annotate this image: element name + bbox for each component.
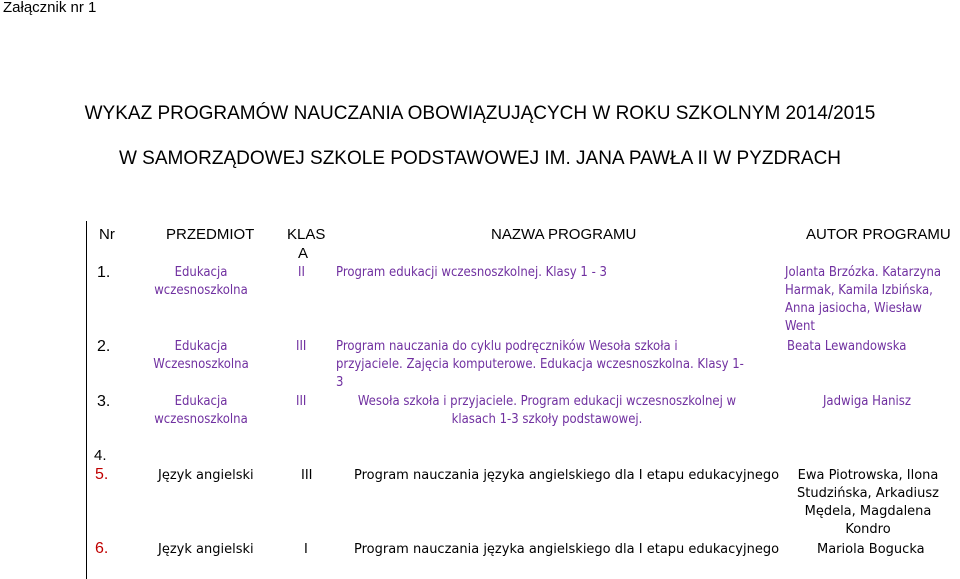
row3-subject: Edukacja wczesnoszkolna	[154, 394, 248, 427]
row6-subject: Język angielski	[158, 542, 254, 557]
row4-nr: 4.	[94, 447, 107, 464]
row2-author: Beata Lewandowska	[787, 339, 907, 354]
row6-nr: 6.	[95, 540, 109, 557]
row3-author: Jadwiga Hanisz	[822, 394, 912, 409]
row3-nr: 3.	[97, 393, 111, 410]
header-author: AUTOR PROGRAMU	[806, 226, 951, 243]
row2-class: III	[296, 339, 307, 354]
row5-subject: Język angielski	[158, 468, 254, 483]
row1-subject: Edukacja wczesnoszkolna	[154, 265, 248, 298]
header-nr: Nr	[99, 226, 115, 243]
row2-program: Program nauczania do cyklu podręczników Wesoła szkoła i przyjaciele. Zajęcia komputerowe. Edukacja wczesnoszkolna. Klasy 1- 3	[336, 339, 744, 390]
header-program: NAZWA PROGRAMU	[491, 226, 637, 243]
document-title-line2: W SAMORZĄDOWEJ SZKOLE PODSTAWOWEJ IM. JANA PAWŁA II W PYZDRACH	[118, 148, 842, 169]
row3-program: Wesoła szkoła i przyjaciele. Program edukacji wczesnoszkolnej w klasach 1-3 szkoły podstawowej.	[357, 394, 737, 427]
row1-author: Jolanta Brzózka. Katarzyna Harmak, Kamila Izbińska, Anna jasiocha, Wiesław Went	[785, 265, 942, 334]
header-klas: KLAS	[287, 226, 326, 243]
row3-class: III	[296, 394, 307, 409]
row6-author: Mariola Bogucka	[817, 542, 925, 557]
row5-class: III	[301, 468, 313, 483]
row6-program: Program nauczania języka angielskiego dla I etapu edukacyjnego	[354, 542, 780, 557]
row1-nr: 1.	[97, 264, 111, 281]
row5-author: Ewa Piotrowska, Ilona Studzińska, Arkadiusz Mędela, Magdalena Kondro	[796, 468, 940, 537]
row5-program: Program nauczania języka angielskiego dla I etapu edukacyjnego	[354, 468, 780, 483]
row1-class: II	[298, 265, 305, 280]
row2-subject: Edukacja Wczesnoszkolna	[153, 339, 249, 372]
row5-nr: 5.	[95, 466, 109, 483]
header-klas-2: A	[298, 245, 309, 262]
row1-program: Program edukacji wczesnoszkolnej. Klasy 1 - 3	[336, 265, 607, 280]
attachment-caption: Załącznik nr 1	[3, 0, 97, 16]
row2-nr: 2.	[97, 338, 111, 355]
header-subject: PRZEDMIOT	[166, 226, 255, 243]
document-title-line1: WYKAZ PROGRAMÓW NAUCZANIA OBOWIĄZUJĄCYCH W ROKU SZKOLNYM 2014/2015	[84, 103, 876, 124]
row6-class: I	[304, 542, 308, 557]
